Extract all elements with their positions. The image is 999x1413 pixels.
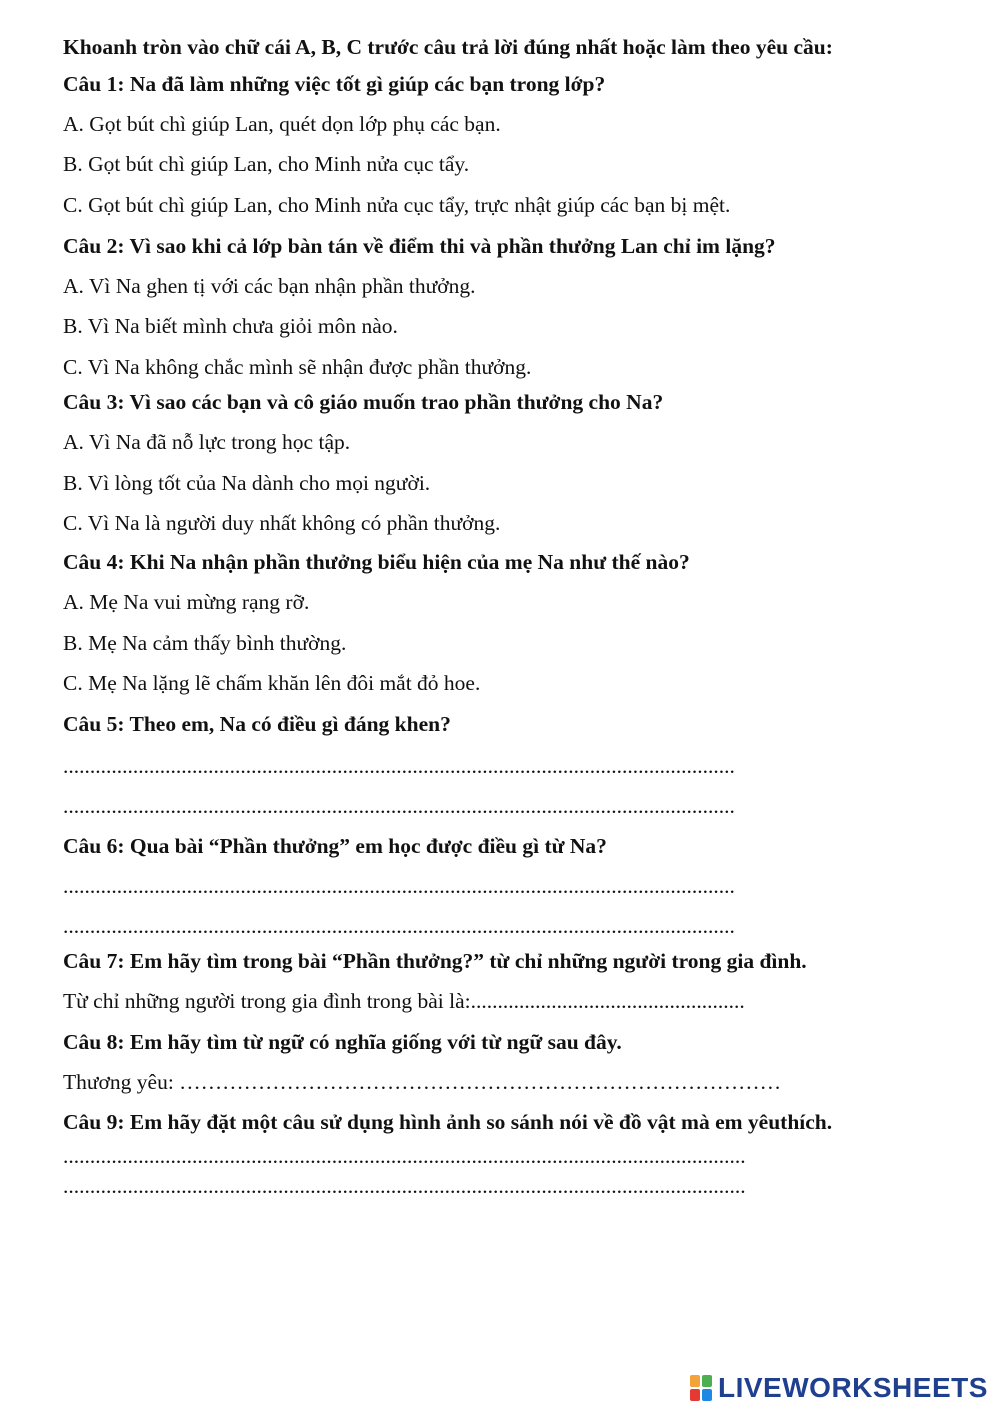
q4-option-a[interactable]: A. Mẹ Na vui mừng rạng rỡ. (63, 590, 310, 614)
q7-answer[interactable]: Từ chỉ những người trong gia đình trong bài là:................................................... (63, 989, 745, 1013)
instruction: Khoanh tròn vào chữ cái A, B, C trước câu trả lời đúng nhất hoặc làm theo yêu cầu: (63, 35, 833, 59)
q3-option-c[interactable]: C. Vì Na là người duy nhất không có phần thưởng. (63, 511, 501, 535)
q5-answer-line-1[interactable]: ............................................................................................................................. (63, 754, 735, 778)
q4-option-b[interactable]: B. Mẹ Na cảm thấy bình thường. (63, 631, 347, 655)
q1-option-c[interactable]: C. Gọt bút chì giúp Lan, cho Minh nửa cục tẩy, trực nhật giúp các bạn bị mệt. (63, 193, 731, 217)
q9-answer-line-1[interactable]: ............................................................................................................................... (63, 1144, 746, 1168)
q9-answer-line-2[interactable]: ............................................................................................................................... (63, 1174, 746, 1198)
q3-option-b[interactable]: B. Vì lòng tốt của Na dành cho mọi người. (63, 471, 431, 495)
q2-option-c[interactable]: C. Vì Na không chắc mình sẽ nhận được phần thưởng. (63, 355, 532, 379)
q6-answer-line-1[interactable]: ............................................................................................................................. (63, 874, 735, 898)
question-5: Câu 5: Theo em, Na có điều gì đáng khen? (63, 712, 451, 736)
liveworksheets-logo (690, 1373, 988, 1403)
q2-option-a[interactable]: A. Vì Na ghen tị với các bạn nhận phần thưởng. (63, 274, 476, 298)
question-6: Câu 6: Qua bài “Phần thưởng” em học được điều gì từ Na? (63, 834, 607, 858)
q1-option-b[interactable]: B. Gọt bút chì giúp Lan, cho Minh nửa cục tẩy. (63, 152, 470, 176)
question-3: Câu 3: Vì sao các bạn và cô giáo muốn trao phần thưởng cho Na? (63, 390, 664, 414)
question-2: Câu 2: Vì sao khi cả lớp bàn tán về điểm thi và phần thưởng Lan chỉ im lặng? (63, 234, 776, 258)
q3-option-a[interactable]: A. Vì Na đã nỗ lực trong học tập. (63, 430, 351, 454)
question-1: Câu 1: Na đã làm những việc tốt gì giúp các bạn trong lớp? (63, 72, 606, 96)
q8-answer[interactable]: Thương yêu: ………………………………………………………………………… (63, 1070, 782, 1094)
q4-option-c[interactable]: C. Mẹ Na lặng lẽ chấm khăn lên đôi mắt đỏ hoe. (63, 671, 481, 695)
question-4: Câu 4: Khi Na nhận phần thưởng biểu hiện của mẹ Na như thế nào? (63, 550, 690, 574)
q6-answer-line-2[interactable]: ............................................................................................................................. (63, 914, 735, 938)
liveworksheets-logo-text: LIVEWORKSHEETS (718, 1372, 988, 1403)
q2-option-b[interactable]: B. Vì Na biết mình chưa giỏi môn nào. (63, 314, 398, 338)
q1-option-a[interactable]: A. Gọt bút chì giúp Lan, quét dọn lớp phụ các bạn. (63, 112, 501, 136)
question-9: Câu 9: Em hãy đặt một câu sử dụng hình ảnh so sánh nói về đồ vật mà em yêuthích. (63, 1110, 833, 1134)
q5-answer-line-2[interactable]: ............................................................................................................................. (63, 794, 735, 818)
question-7: Câu 7: Em hãy tìm trong bài “Phần thưởng?” từ chỉ những người trong gia đình. (63, 949, 807, 973)
question-8: Câu 8: Em hãy tìm từ ngữ có nghĩa giống với từ ngữ sau đây. (63, 1030, 622, 1054)
liveworksheets-logo-icon (690, 1375, 712, 1401)
